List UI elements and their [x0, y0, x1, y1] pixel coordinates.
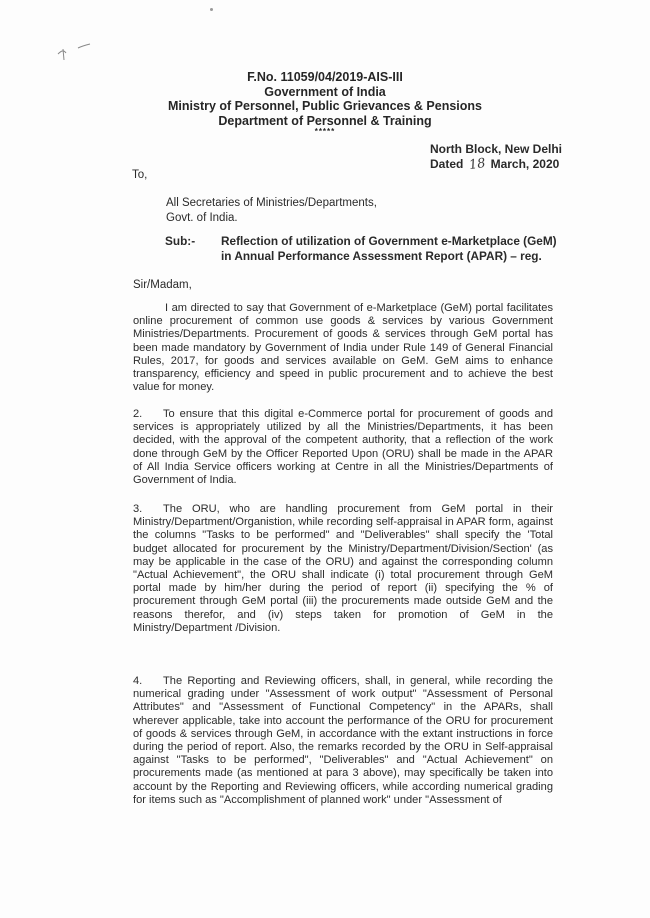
- letterhead: [0, 70, 650, 136]
- subject-line-2: in Annual Performance Assessment Report (APAR) – reg.: [221, 248, 542, 263]
- handwritten-mark-icon: [54, 40, 94, 64]
- scan-speck: [210, 8, 213, 11]
- paragraph-3: [133, 503, 553, 635]
- paragraph-3-text: The ORU, who are handling procurement from GeM portal in their Ministry/Department/Organistion, while recording self-appraisal in APAR form, against the columns "Tasks to be performed" and "Deliverables" shall specify the 'Total budget allocated for procurement by the Ministry/Department/Division/Section' (as may be applicable in the case of the ORU) and against the corresponding column "Actual Achievement", the ORU shall indicate (i) total procurement through GeM portal made by him/her during the period of report (ii) specifying the % of procurement through GeM portal (iii) the procurements made outside GeM and the reasons therefor, and (iv) steps taken for promotion of GeM in the Ministry/Department /Division.: [133, 503, 553, 634]
- place-and-date: [430, 142, 562, 172]
- government-name: Government of India: [264, 84, 386, 99]
- dated-label: Dated: [430, 157, 464, 171]
- subject-line-1: Reflection of utilization of Government e-Marketplace (GeM): [221, 234, 557, 248]
- header-separator: *****: [314, 127, 336, 137]
- paragraph-2-number: 2.: [133, 408, 143, 420]
- addressee-line-2: Govt. of India.: [166, 211, 238, 224]
- subject-block: [165, 234, 585, 263]
- salutation: Sir/Madam,: [133, 279, 192, 291]
- paragraph-2-text: To ensure that this digital e-Commerce portal for procurement of goods and services is appropriately utilized by all the Ministries/Departments, it has been decided, with the approval of the competent authority, that a reflection of the work done through GeM by the Officer Reported Upon (ORU) shall be made in the APAR of All India Service officers working at Centre in all the Ministries/Departments of Government of India.: [133, 408, 553, 487]
- department-name: Department of Personnel & Training: [218, 113, 432, 128]
- addressee-block: [166, 196, 377, 225]
- paragraph-3-number: 3.: [133, 503, 143, 515]
- date-line: [430, 157, 562, 172]
- handwritten-day: 18: [467, 155, 487, 174]
- addressee-line-1: All Secretaries of Ministries/Departments,: [166, 197, 377, 209]
- to-label: To,: [132, 169, 148, 181]
- place-line: North Block, New Delhi: [430, 142, 563, 156]
- paragraph-2: [133, 408, 553, 487]
- ministry-name: Ministry of Personnel, Public Grievances & Pensions: [168, 99, 482, 114]
- paragraph-4-text: The Reporting and Reviewing officers, shall, in general, while recording the numerical grading under "Assessment of work output" "Assessment of Personal Attributes" and "Assessment of Functional Competency" in the APARs, shall wherever applicable, take into account the performance of the ORU for procurement of goods & services through GeM, in accordance with the extant instructions in force during the period of report. Also, the remarks recorded by the ORU in Self-appraisal against "Tasks to be performed", "Deliverables" and "Actual Achievement" on procurements made (as mentioned at para 3 above), may specifically be taken into account by the Reporting and Reviewing officers, while according numerical grading for items such as "Accomplishment of planned work" under "Assessment of: [133, 675, 553, 806]
- dated-month-year: March, 2020: [490, 157, 560, 171]
- paragraph-4-number: 4.: [133, 675, 143, 687]
- paragraph-4: [133, 675, 553, 807]
- subject-label: Sub:-: [165, 234, 196, 248]
- file-number: F.No. 11059/04/2019-AIS-III: [247, 70, 403, 84]
- paragraph-1: I am directed to say that Government of e-Marketplace (GeM) portal facilitates online procurement of common use goods & services by various Government Ministries/Departments. Procurement of goods & services through GeM portal has been made mandatory by Government of India under Rule 149 of General Financial Rules, 2017, for goods and services available on GeM. GeM aims to enhance transparency, efficiency and speed in public procurement and to achieve the best value for money.: [133, 302, 553, 394]
